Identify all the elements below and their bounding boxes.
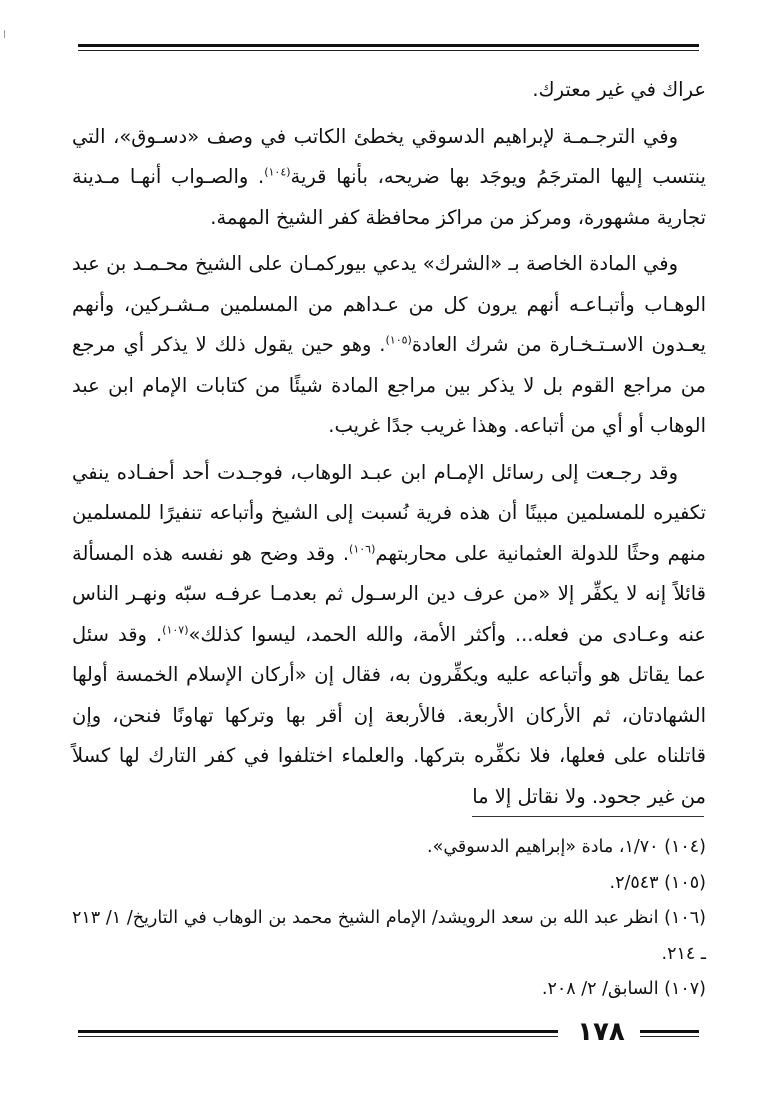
footnote-ref-106[interactable]: (١٠٦)	[349, 542, 376, 555]
scan-mark	[4, 30, 5, 38]
footnote-106: (١٠٦) انظر عبد الله بن سعد الرويشد/ الإمام الشيخ محمد بن الوهاب في التاريخ/ ١/ ٢١٣ ـ ٢١٤.	[72, 908, 706, 964]
footnotes	[72, 830, 706, 1008]
footnote-105: (١٠٥) ٢/٥٤٣.	[609, 872, 706, 893]
footnote-divider	[472, 816, 704, 817]
footer-rule-right	[640, 1030, 699, 1033]
header-rule	[78, 44, 699, 47]
footnote-ref-107[interactable]: (١٠٧)	[162, 623, 189, 636]
paragraph-2: وفي الترجـمـة لإبراهيم الدسوقي يخطئ الكاتب في وصف «دسـوق»، التي ينتسب إليها المترجَمُ ويوجَد بها ضريحه، بأنها قرية$^{(١٠٤)}$. والصـواب أنهـا مـدينة تجارية مشهورة، ومركز من مراكز محافظة كفر الشيخ المهمة.	[72, 124, 706, 229]
footnote-104: (١٠٤) ١/٧٠، مادة «إبراهيم الدسوقي».	[427, 837, 706, 857]
footer-rule-left-thin	[78, 1036, 558, 1037]
footnote-ref-104[interactable]: (١٠٤)	[264, 165, 291, 179]
main-text	[72, 70, 706, 823]
footer-rule-right-thin	[640, 1036, 699, 1037]
header-rule-thin	[78, 50, 699, 51]
footnote-ref-105[interactable]: (١٠٥)	[385, 333, 412, 347]
footer-rule-left	[78, 1030, 558, 1033]
paragraph-1: عراك في غير معترك.	[532, 78, 706, 101]
paragraph-3: وفي المادة الخاصة بـ «الشرك» يدعي بيوركمـان على الشيخ محـمـد بن عبد الوهـاب وأتبـاعـه أنهم يرون كل من عـداهم من المسلمين مـشـركين، وأنهم يعـدون الاسـتـخـارة من شرك العادة$^{(١٠٥)}$. وهو حين يقول ذلك لا يذكر أي مرجع من مراجع القوم بل لا يذكر بين مراجع المادة شيئًا من كتابات الإمام ابن عبد الوهاب أو أي من أتباعه. وهذا غريب جدًا غريب.	[72, 252, 706, 437]
footnote-107: (١٠٧) السابق/ ٢/ ٢٠٨.	[541, 979, 706, 999]
page-number: ١٧٨	[577, 1017, 625, 1047]
paragraph-4: وقد رجـعت إلى رسائل الإمـام ابن عبـد الوهاب، فوجـدت أحد أحفـاده ينفي تكفيره للمسلمين مبينًا أن هذه فرية نُسبت إلى الشيخ وأتباعه تنفيرًا للمسلمين منهم وحثًا للدولة العثمانية على محاربتهم$^{(١٠٦)}$. وقد وضح هو نفسه هذه المسألة قائلاً إنه لا يكفِّر إلا «من عرف دين الرسـول ثم بعدمـا عرفـه سبّه ونهـر الناس عنه وعـادى من فعله... وأكثر الأمة، والله الحمد، ليسوا كذلك»$^{(١٠٧)}$. وقد سئل عما يقاتل هو وأتباعه عليه ويكفِّرون به، فقال إن «أركان الإسلام الخمسة أولها الشهادتان، ثم الأركان الأربعة. فالأربعة إن أقر بها وتركها تهاونًا فنحن، وإن قاتلناه على فعلها، فلا نكفِّره بتركها. والعلماء اختلفوا في كفر التارك لها كسلاً من غير جحود. ولا نقاتل إلا ما	[72, 460, 707, 808]
